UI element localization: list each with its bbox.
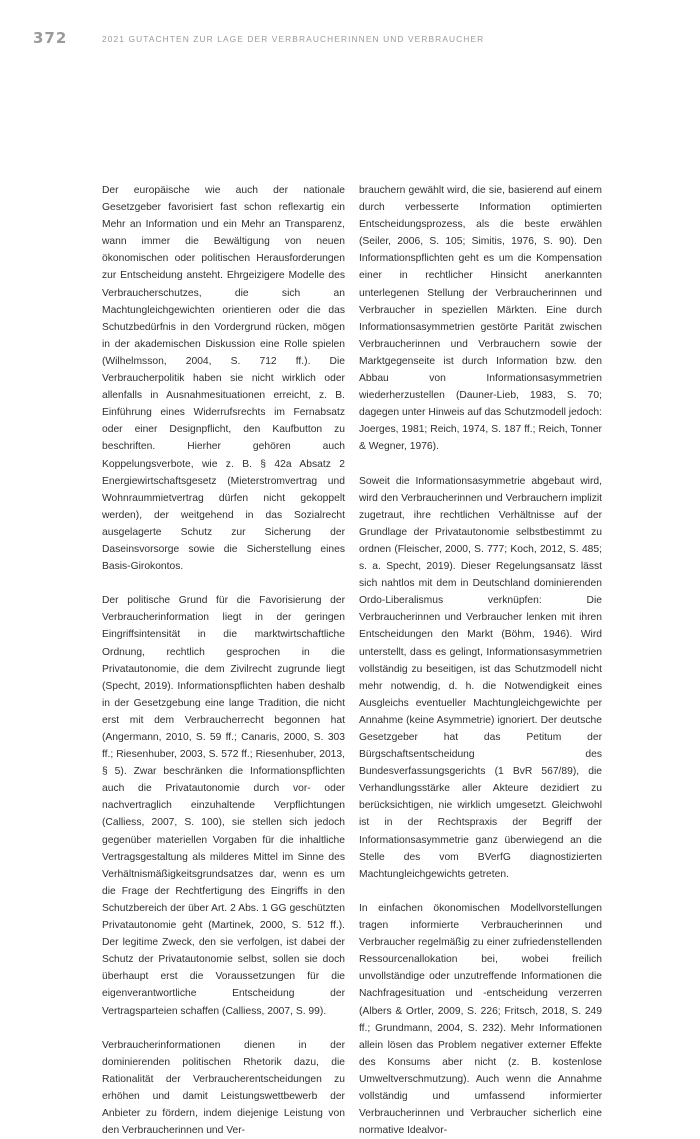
paragraph: Der politische Grund für die Favorisierung der Verbraucherinformation liegt in der geringen Eingriffsintensität in die marktwirtschaftliche Ordnung, rechtlich gesprochen in die Privatautonomie, die dem Zivilrecht zugrunde liegt (Specht, 2019). Informationspflichten haben deshalb in der Gesetzgebung eine lange Tradition, die nicht erst mit dem Verbraucherrecht begonnen hat (Angermann, 2010, S. 59 ff.; Canaris, 2000, S. 303 ff.; Riesenhuber, 2003, S. 572 ff.; Riesenhuber, 2013, § 5). Zwar beschränken die Informationspflichten auch die Privatautonomie durch vor- oder nachvertraglich einzuhaltende Verpflichtungen (Calliess, 2007, S. 100), sie stellen sich jedoch gegenüber materiellen Vorgaben für die inhaltliche Vertragsgestaltung als milderes Mittel im Sinne des Verhältnismäßigkeitsgrundsatzes dar, wenn es um die Frage der Rechtfertigung des Eingriffs in den Schutzbereich der über Art. 2 Abs. 1 GG geschützten Privatautonomie geht (Martinek, 2000, S. 512 ff.). Der legitime Zweck, den sie verfolgen, ist dabei der Schutz der Privatautonomie selbst, sollen sie doch überhaupt erst die Voraussetzungen für die eigenverantwortliche Entscheidung der Vertragsparteien schaffen (Calliess, 2007, S. 99).: [102, 595, 345, 1017]
paragraph: In einfachen ökonomischen Modellvorstellungen tragen informierte Verbraucherinnen und Verbraucher regelmäßig zu einer zufriedenstellenden Ressourcenallokation bei, wobei freilich unvollständige oder unzutreffende Informationen die Nachfragesituation und -entscheidung verzerren (Albers & Ortler, 2009, S. 226; Fritsch, 2018, S. 249 ff.; Grundmann, 2004, S. 232). Mehr Informationen allein lösen das Problem negativer externer Effekte des Konsums aber nicht (z. B. kostenlose Umweltverschmutzung). Auch wenn die Annahme vollständig und umfassend informierter Verbraucherinnen und Verbraucher sicherlich eine normative Idealvor-: [359, 902, 602, 1137]
page-number: 372: [33, 29, 68, 47]
paragraph: brauchern gewählt wird, die sie, basierend auf einem durch verbesserte Information optimierten Entscheidungsprozess, als die beste erwählen (Seiler, 2006, S. 105; Simitis, 1976, S. 90). Den Informationspflichten geht es um die Kompensation einer in rechtlicher Hinsicht anerkannten unterlegenen Stellung der Verbraucherinnen und Verbraucher in speziellen Märkten. Eine durch Informationsasymmetrien gestörte Parität zwischen Verbraucherinnen und Verbrauchern sowie der Marktgegenseite ist durch Information bzw. den Abbau von Informationsasymmetrien wiederherzustellen (Dauner-Lieb, 1983, S. 70; dagegen unter Hinweis auf das Schutzmodell jedoch: Joerges, 1981; Reich, 1974, S. 187 ff.; Reich, Tonner & Wegner, 1976).: [359, 185, 602, 453]
paragraph: Verbraucherinformationen dienen in der dominierenden politischen Rhetorik dazu, die Rationalität der Verbraucherentscheidungen zu erhöhen und damit Leistungswettbewerb der Anbieter zu fördern, indem diejenige Leistung von den Verbraucherinnen und Ver-: [102, 1039, 345, 1137]
left-column: [102, 182, 345, 1139]
paragraph: Soweit die Informationsasymmetrie abgebaut wird, wird den Verbraucherinnen und Verbrauchern implizit zugetraut, ihre rechtlichen Verhältnisse auf der Grundlage der Privatautonomie selbstbestimmt zu ordnen (Fleischer, 2000, S. 777; Koch, 2012, S. 485; s. a. Specht, 2019). Dieser Regelungsansatz lässt sich nahtlos mit dem in Deutschland dominierenden Ordo-Liberalismus verknüpfen: Die Verbraucherinnen und Verbraucher lenken mit ihren Entscheidungen den Markt (Böhm, 1946). Wird unterstellt, dass es gelingt, Informationsasymmetrien vollständig zu beseitigen, ist das Schutzmodell nicht mehr notwendig, d. h. die Notwendigkeit eines Ausgleichs eventueller Machtungleichgewichte per Annahme (keine Asymmetrie) ignoriert. Der deutsche Gesetzgeber hat das Petitum der Bürgschaftsentscheidung des Bundesverfassungsgerichts (1 BvR 567/89), die Verhandlungsstärke aller Akteure dezidiert zu berücksichtigen, nie wirklich umgesetzt. Gleichwohl ist in der Rechtspraxis der Begriff der Informationsasymmetrie ganz überwiegend an die Stelle des vom BVerfG diagnostizierten Machtungleichgewichts getreten.: [359, 475, 602, 880]
right-column: [359, 182, 602, 1139]
paragraph: Der europäische wie auch der nationale Gesetzgeber favorisiert fast schon reflexartig ein Mehr an Information und ein Mehr an Transparenz, wann immer die Bewältigung von neuen ökonomischen oder politischen Herausforderungen zur Entscheidung ansteht. Ehrgeizigere Modelle des Verbraucherschutzes, die sich an Machtungleichgewichten orientieren oder die das Schutzbedürfnis in den Vordergrund rücken, mögen in der akademischen Diskussion eine Rolle spielen (Wilhelmsson, 2004, S. 712 ff.). Die Verbraucherpolitik haben sie nicht wirklich oder allenfalls in Ausnahmesituationen erreicht, z. B. Einführung eines Widerrufsrechts im Fernabsatz oder einer Designpflicht, den Kaufbutton zu beschriften. Hierher gehören auch Koppelungsverbote, wie z. B. § 42a Absatz 2 Energiewirtschaftsgesetz (Mieterstromvertrag und Wohnraummietvertrag dürfen nicht gekoppelt werden), der weitgehend in das Sozialrecht ausgelagerte Schutz zur Sicherung der Daseinsvorsorge sowie die Sicherstellung eines Basis-Girokontos.: [102, 185, 345, 573]
running-header: 2021 GUTACHTEN ZUR LAGE DER VERBRAUCHERINNEN UND VERBRAUCHER: [102, 34, 485, 44]
